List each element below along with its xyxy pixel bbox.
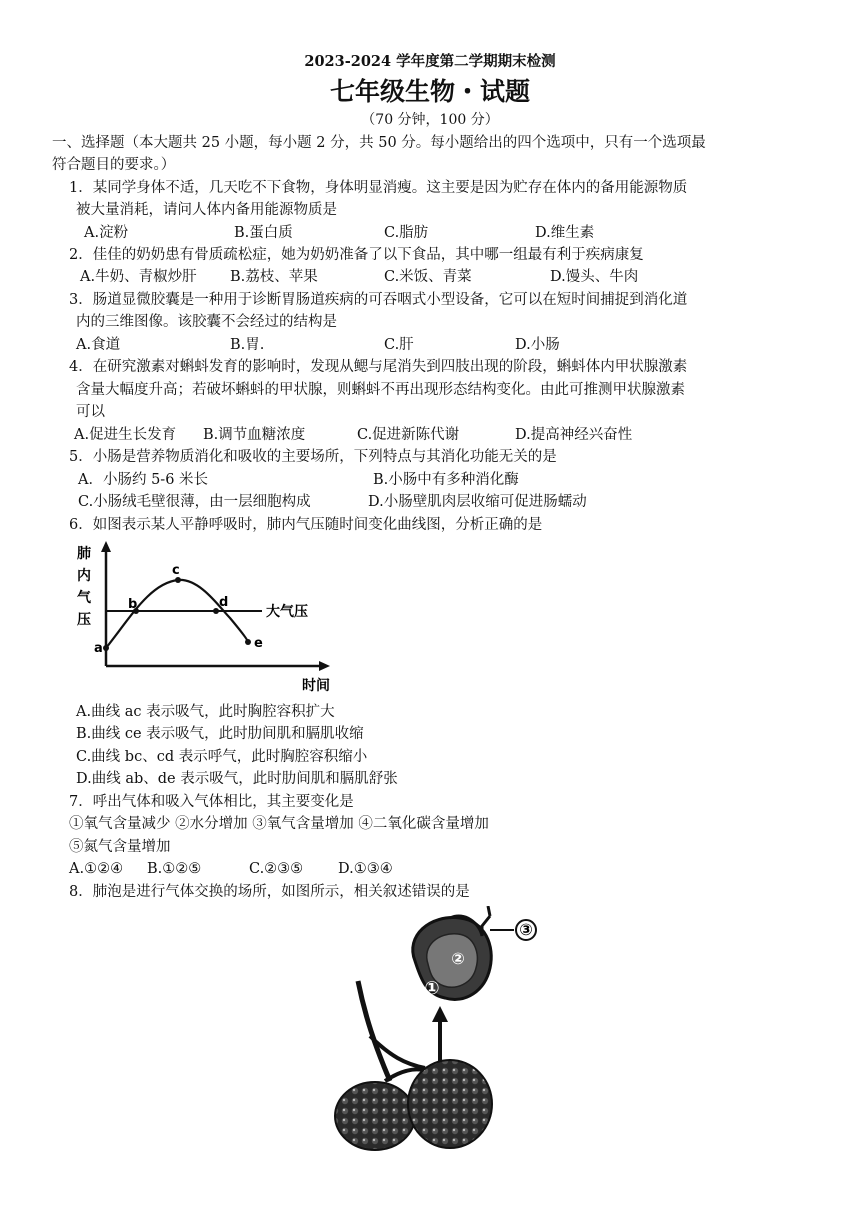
q7-option-d: D.①③④	[338, 861, 393, 877]
q3-stem-line2: 内的三维图像。该胶囊不会经过的结构是	[76, 314, 337, 330]
graph-label-b: b	[128, 597, 138, 612]
q2-option-b: B.荔枝、苹果	[230, 269, 318, 285]
q3-option-a: A.食道	[76, 337, 121, 353]
graph-label-d: d	[219, 595, 229, 610]
q5-option-d: D.小肠壁肌肉层收缩可促进肠蠕动	[368, 494, 587, 510]
q1-stem-line2: 被大量消耗，请问人体内备用能源物质是	[76, 202, 337, 218]
bronchiole-tube-1	[358, 981, 390, 1081]
q4-option-c: C.促进新陈代谢	[357, 427, 460, 443]
alveolar-cluster-right	[408, 1060, 492, 1148]
q5-option-b: B.小肠中有多种消化酶	[373, 472, 519, 488]
label-3: ③	[519, 920, 533, 939]
q5-stem-line1: 5．小肠是营养物质消化和吸收的主要场所，下列特点与其消化功能无关的是	[69, 449, 557, 465]
q4-option-d: D.提高神经兴奋性	[515, 427, 633, 443]
exam-subtitle: （70 分钟，100 分）	[361, 112, 499, 128]
q6-option-d: D.曲线 ab、de 表示吸气，此时肋间肌和膈肌舒张	[76, 771, 398, 787]
q3-option-c: C.肝	[384, 337, 414, 353]
q4-option-b: B.调节血糖浓度	[203, 427, 306, 443]
q4-stem-line1: 4．在研究激素对蝌蚪发育的影响时，发现从鳃与尾消失到四肢出现的阶段，蝌蚪体内甲状腺激素	[69, 359, 688, 375]
outlet-line	[488, 906, 490, 916]
alveolar-cluster-left	[335, 1082, 415, 1150]
graph-point-e	[245, 639, 251, 645]
q7-items-line1: ①氧气含量减少 ②水分增加 ③氧气含量增加 ④二氧化碳含量增加	[69, 816, 489, 832]
atm-pressure-label: 大气压	[266, 604, 308, 620]
label-2: ②	[451, 949, 465, 968]
q6-option-a: A.曲线 ac 表示吸气，此时胸腔容积扩大	[76, 704, 335, 720]
q7-option-a: A.①②④	[69, 861, 124, 877]
q3-stem-line1: 3．肠道显微胶囊是一种用于诊断胃肠道疾病的可吞咽式小型设备，它可以在短时间捕捉到消化道	[69, 292, 688, 308]
q2-stem-line1: 2．佳佳的奶奶患有骨质疏松症，她为奶奶准备了以下食品，其中哪一组最有利于疾病康复	[69, 247, 644, 263]
q5-option-c: C.小肠绒毛壁很薄，由一层细胞构成	[78, 494, 311, 510]
section-instruction-line1: 一、选择题（本大题共 25 小题，每小题 2 分，共 50 分。每小题给出的四个选项中，只有一个选项最	[52, 135, 706, 151]
q6-option-b: B.曲线 ce 表示吸气，此时肋间肌和膈肌收缩	[76, 726, 364, 742]
q7-option-b: B.①②⑤	[147, 861, 202, 877]
label-1: ①	[424, 978, 440, 999]
q2-option-a: A.牛奶、青椒炒肝	[80, 269, 197, 285]
graph-ylabel-char-3: 气	[77, 590, 91, 606]
exam-title: 七年级生物・试题	[329, 77, 530, 106]
magnify-arrow-head	[432, 1006, 448, 1022]
q4-stem-line2: 含量大幅度升高；若破坏蝌蚪的甲状腺，则蝌蚪不再出现形态结构变化。由此可推测甲状腺激素	[76, 382, 685, 398]
q3-option-d: D.小肠	[515, 337, 560, 353]
q4-option-a: A.促进生长发育	[74, 427, 177, 443]
section-instruction-line2: 符合题目的要求。）	[52, 157, 176, 173]
q5-option-a: A．小肠约 5-6 米长	[78, 472, 209, 488]
q1-stem-line1: 1．某同学身体不适，几天吃不下食物，身体明显消瘦。这主要是因为贮存在体内的备用能源物质	[69, 180, 688, 196]
graph-ylabel-char-2: 内	[77, 568, 91, 584]
q1-option-a: A.淀粉	[84, 225, 129, 241]
q3-option-b: B.胃.	[230, 337, 265, 353]
q2-option-d: D.馒头、牛肉	[550, 269, 639, 285]
graph-label-a: a	[94, 641, 103, 656]
q7-option-c: C.②③⑤	[249, 861, 304, 877]
q6-stem-line1: 6．如图表示某人平静呼吸时，肺内气压随时间变化曲线图，分析正确的是	[69, 517, 543, 533]
graph-ylabel-char-1: 肺	[77, 546, 91, 562]
q7-items-line2: ⑤氮气含量增加	[69, 839, 171, 855]
q6-option-c: C.曲线 bc、cd 表示呼气，此时胸腔容积缩小	[76, 749, 368, 765]
graph-xlabel: 时间	[302, 678, 330, 694]
alveoli-diagram	[330, 906, 550, 1158]
pressure-curve	[106, 580, 248, 648]
graph-label-e: e	[254, 636, 263, 651]
q2-option-c: C.米饭、青菜	[384, 269, 472, 285]
q4-stem-line3: 可以	[76, 404, 105, 420]
q1-option-c: C.脂肪	[384, 225, 429, 241]
graph-point-a	[103, 645, 109, 651]
graph-y-arrow	[101, 541, 111, 552]
lung-pressure-graph	[70, 538, 360, 698]
graph-ylabel-char-4: 压	[77, 612, 91, 628]
q7-stem-line1: 7．呼出气体和吸入气体相比，其主要变化是	[69, 794, 354, 810]
q1-option-d: D.维生素	[535, 225, 595, 241]
q1-option-b: B.蛋白质	[234, 225, 293, 241]
graph-label-c: c	[172, 563, 180, 578]
q8-stem-line1: 8．肺泡是进行气体交换的场所，如图所示，相关叙述错误的是	[69, 884, 470, 900]
graph-x-arrow	[319, 661, 330, 671]
exam-term: 2023-2024 学年度第二学期期末检测	[304, 53, 556, 70]
